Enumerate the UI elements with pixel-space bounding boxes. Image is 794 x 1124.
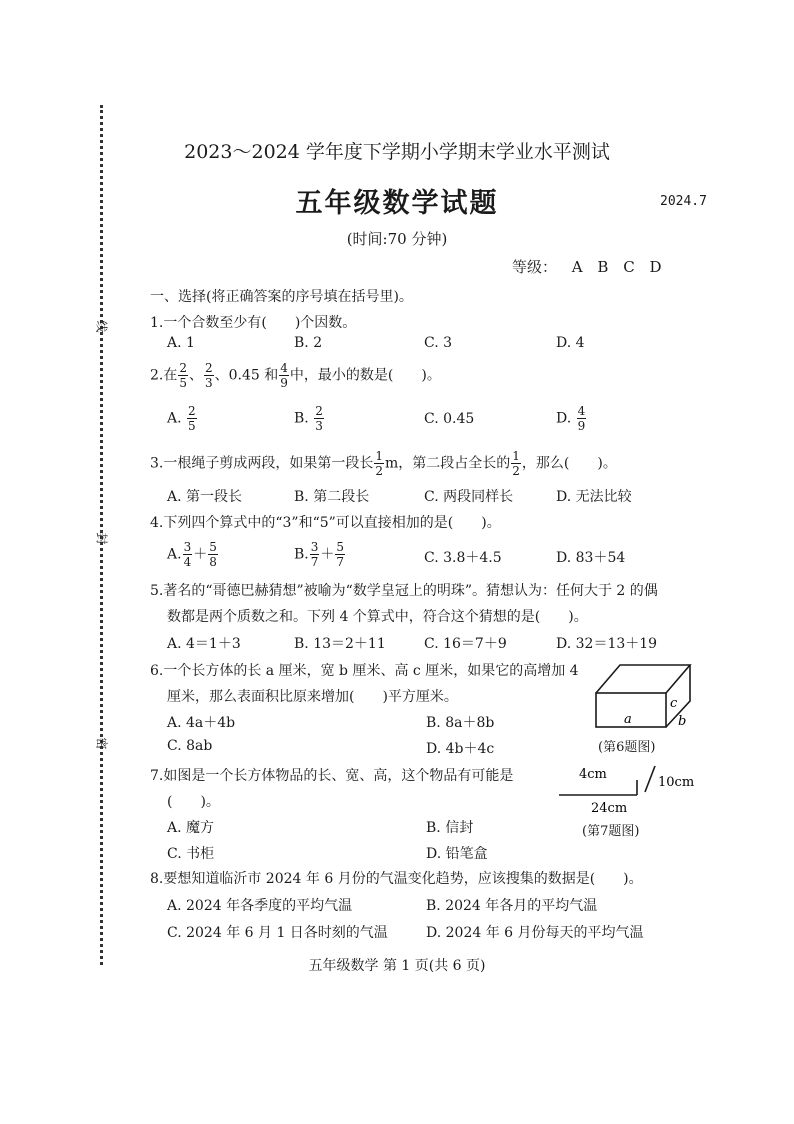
page-title: 五年级数学试题 bbox=[295, 188, 499, 219]
page-footer: 五年级数学 第 1 页(共 6 页) bbox=[308, 958, 486, 974]
q2-option-a: A. $\frac{2}{5}$ bbox=[167, 404, 196, 433]
grade-b[interactable]: B bbox=[597, 258, 609, 276]
q8-stem: 8.要想知道临沂市 2024 年 6 月份的气温变化趋势，应该搜集的数据是( )。 bbox=[150, 871, 643, 887]
q8-option-d: D. 2024 年 6 月份每天的平均气温 bbox=[426, 925, 644, 941]
q2-fraction-2: $\frac{2}{3}$ bbox=[205, 361, 213, 390]
q2-fraction-1: $\frac{2}{5}$ bbox=[179, 361, 187, 390]
q8-option-c: C. 2024 年 6 月 1 日各时刻的气温 bbox=[167, 925, 388, 941]
grade-label: 等级： bbox=[512, 258, 558, 276]
q6-option-d: D. 4b＋4c bbox=[426, 741, 495, 757]
exam-time: (时间:70 分钟) bbox=[346, 230, 448, 248]
q2-prefix: 2.在 bbox=[150, 367, 178, 384]
q6-line2: 厘米，那么表面积比原来增加( )平方厘米。 bbox=[167, 689, 458, 705]
q7-label-width: 10cm bbox=[658, 775, 695, 790]
q7-line2: ( )。 bbox=[167, 794, 220, 810]
q5-option-c: C. 16＝7＋9 bbox=[424, 636, 507, 652]
q7-label-length: 24cm bbox=[591, 801, 628, 816]
q7-option-c: C. 书柜 bbox=[167, 846, 215, 862]
q7-option-b: B. 信封 bbox=[426, 820, 474, 836]
q5-line1: 5.著名的“哥德巴赫猜想”被喻为“数学皇冠上的明珠”。猜想认为：任何大于 2 的偶 bbox=[150, 583, 658, 599]
q4-stem: 4.下列四个算式中的“3”和“5”可以直接相加的是( )。 bbox=[150, 515, 501, 531]
q6-option-c: C. 8ab bbox=[167, 738, 213, 754]
exam-subtitle: 2023～2024 学年度下学期小学期末学业水平测试 bbox=[184, 141, 610, 163]
q7-dimension-lines bbox=[559, 766, 655, 795]
q6-label-c: c bbox=[670, 696, 678, 711]
q1-option-a: A. 1 bbox=[167, 335, 195, 351]
q1-option-d: D. 4 bbox=[556, 335, 585, 351]
q7-option-a: A. 魔方 bbox=[167, 820, 215, 836]
q6-option-a: A. 4a＋4b bbox=[167, 715, 236, 731]
q8-option-b: B. 2024 年各月的平均气温 bbox=[426, 898, 598, 914]
q6-line1: 6.一个长方体的长 a 厘米，宽 b 厘米、高 c 厘米，如果它的高增加 4 bbox=[150, 663, 579, 679]
q6-caption: (第6题图) bbox=[598, 740, 656, 755]
q7-option-d: D. 铅笔盒 bbox=[426, 846, 488, 862]
side-mark-line: 线 bbox=[94, 320, 109, 333]
q3-fraction-1: $\frac{1}{2}$ bbox=[375, 449, 383, 478]
q6-option-b: B. 8a＋8b bbox=[426, 715, 495, 731]
q6-label-b: b bbox=[678, 714, 687, 729]
q4-option-d: D. 83＋54 bbox=[556, 550, 626, 566]
q4-option-a: A. $\frac{3}{4}$ ＋ $\frac{5}{8}$ bbox=[167, 540, 217, 569]
grade-box bbox=[512, 256, 662, 277]
q5-line2: 数都是两个质数之和。下列 4 个算式中，符合这个猜想的是( )。 bbox=[167, 609, 588, 625]
q2-mid: 、0.45 和 bbox=[214, 367, 279, 384]
q1-option-c: C. 3 bbox=[424, 335, 453, 351]
grade-a[interactable]: A bbox=[571, 258, 583, 276]
q7-line1: 7.如图是一个长方体物品的长、宽、高，这个物品有可能是 bbox=[150, 768, 514, 784]
section-title: 一、选择(将正确答案的序号填在括号里)。 bbox=[150, 289, 413, 305]
q2-option-c: C. 0.45 bbox=[424, 411, 475, 427]
q2-option-b: B. $\frac{2}{3}$ bbox=[294, 404, 323, 433]
q3-option-b: B. 第二段长 bbox=[294, 489, 370, 505]
q2-stem bbox=[150, 362, 441, 389]
q2-fraction-3: $\frac{4}{9}$ bbox=[280, 361, 288, 390]
q4-option-c: C. 3.8＋4.5 bbox=[424, 550, 502, 566]
q3-option-c: C. 两段同样长 bbox=[424, 489, 514, 505]
q5-option-a: A. 4＝1＋3 bbox=[167, 636, 241, 652]
q7-caption: (第7题图) bbox=[582, 824, 640, 839]
q7-label-height: 4cm bbox=[579, 767, 607, 782]
q6-cuboid-figure bbox=[590, 655, 700, 735]
q3-stem: 3.一根绳子剪成两段，如果第一段长 $\frac{1}{2}$ m，第二段占全长的 $\frac{1}{2}$ ，那么( )。 bbox=[150, 449, 617, 478]
q5-option-b: B. 13＝2＋11 bbox=[294, 636, 386, 652]
q6-label-a: a bbox=[624, 712, 632, 727]
grade-d[interactable]: D bbox=[649, 258, 662, 276]
q2-suffix: 中，最小的数是( )。 bbox=[289, 367, 441, 384]
q4-option-b: B. $\frac{3}{7}$ ＋ $\frac{5}{7}$ bbox=[294, 540, 345, 569]
q3-option-a: A. 第一段长 bbox=[167, 489, 243, 505]
side-mark-secret: 密 bbox=[94, 737, 109, 750]
q1-option-b: B. 2 bbox=[294, 335, 323, 351]
q1-stem: 1.一个合数至少有( )个因数。 bbox=[150, 315, 357, 331]
q5-option-d: D. 32＝13＋19 bbox=[556, 636, 658, 652]
q7-dimension-figure bbox=[555, 760, 705, 820]
exam-date: 2024.7 bbox=[660, 194, 707, 209]
q2-sep: 、 bbox=[189, 367, 203, 384]
q2-option-d: D. $\frac{4}{9}$ bbox=[556, 404, 586, 433]
q3-fraction-2: $\frac{1}{2}$ bbox=[512, 449, 520, 478]
side-mark-seal: 封 bbox=[94, 532, 109, 545]
q8-option-a: A. 2024 年各季度的平均气温 bbox=[167, 898, 353, 914]
q3-option-d: D. 无法比较 bbox=[556, 489, 632, 505]
grade-c[interactable]: C bbox=[623, 258, 635, 276]
